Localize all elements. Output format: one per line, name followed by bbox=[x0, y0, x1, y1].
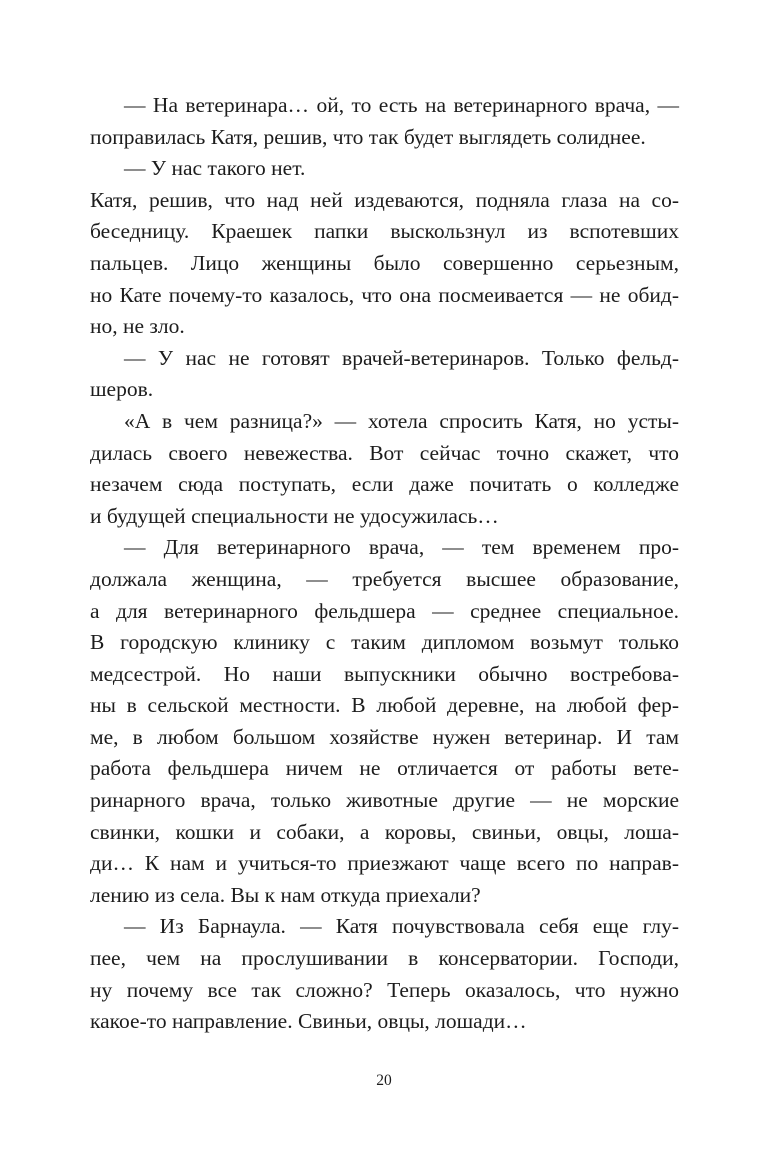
text-line: незачем сюда поступать, если даже почитать о колледже bbox=[90, 472, 679, 497]
text-line: — Из Барнаула. — Катя почувствовала себя еще глу- bbox=[124, 914, 679, 939]
text-line: ди… К нам и учиться-то приезжают чаще всего по направ- bbox=[90, 851, 679, 876]
text-line: ме, в любом большом хозяйстве нужен ветеринар. И там bbox=[90, 724, 679, 749]
page-number: 20 bbox=[376, 1072, 392, 1089]
text-line: — Для ветеринарного врача, — тем временем про- bbox=[124, 535, 679, 560]
text-line: но, не зло. bbox=[90, 314, 185, 339]
text-line: а для ветеринарного фельдшера — среднее специальное. bbox=[90, 598, 679, 623]
text-line: беседницу. Краешек папки выскользнул из вспотевших bbox=[90, 219, 679, 244]
paragraph bbox=[90, 90, 679, 153]
text-line: ринарного врача, только животные другие — не морские bbox=[90, 788, 679, 813]
paragraph bbox=[90, 343, 679, 406]
text-line: дилась своего невежества. Вот сейчас точно скажет, что bbox=[90, 440, 679, 465]
text-line: но Кате почему-то казалось, что она посмеивается — не обид- bbox=[90, 282, 679, 307]
text-line: ны в сельской местности. В любой деревне, на любой фер- bbox=[90, 693, 679, 718]
text-line: медсестрой. Но наши выпускники обычно востребова- bbox=[90, 661, 679, 686]
text-line: и будущей специальности не удосужилась… bbox=[90, 503, 499, 528]
text-line: лению из села. Вы к нам откуда приехали? bbox=[90, 882, 481, 907]
text-line: — На ветеринара… ой, то есть на ветеринарного врача, — bbox=[124, 93, 679, 117]
paragraph bbox=[90, 153, 679, 185]
text-line: свинки, кошки и собаки, а коровы, свиньи, овцы, лоша- bbox=[90, 819, 679, 844]
paragraph bbox=[90, 911, 679, 1037]
text-line: шеров. bbox=[90, 377, 154, 402]
paragraph bbox=[90, 185, 679, 343]
text-line: должала женщина, — требуется высшее образование, bbox=[90, 566, 679, 591]
text-line: «А в чем разница?» — хотела спросить Катя, но усты- bbox=[124, 408, 679, 433]
text-line: поправилась Катя, решив, что так будет выглядеть солиднее. bbox=[90, 124, 646, 149]
text-line: какое-то направление. Свиньи, овцы, лошади… bbox=[90, 1009, 527, 1034]
text-line: пальцев. Лицо женщины было совершенно серьезным, bbox=[90, 250, 679, 275]
text-line: — У нас такого нет. bbox=[124, 156, 306, 181]
paragraph bbox=[90, 532, 679, 911]
text-line: — У нас не готовят врачей-ветеринаров. Только фельд- bbox=[124, 345, 679, 370]
text-line: Катя, решив, что над ней издеваются, подняла глаза на со- bbox=[90, 187, 679, 212]
text-line: В городскую клинику с таким дипломом возьмут только bbox=[90, 630, 679, 655]
paragraph bbox=[90, 406, 679, 532]
text-line: пее, чем на прослушивании в консерватории. Господи, bbox=[90, 946, 679, 971]
text-line: ну почему все так сложно? Теперь оказалось, что нужно bbox=[90, 977, 679, 1002]
text-block bbox=[90, 90, 679, 1038]
text-line: работа фельдшера ничем не отличается от работы вете- bbox=[90, 756, 679, 781]
